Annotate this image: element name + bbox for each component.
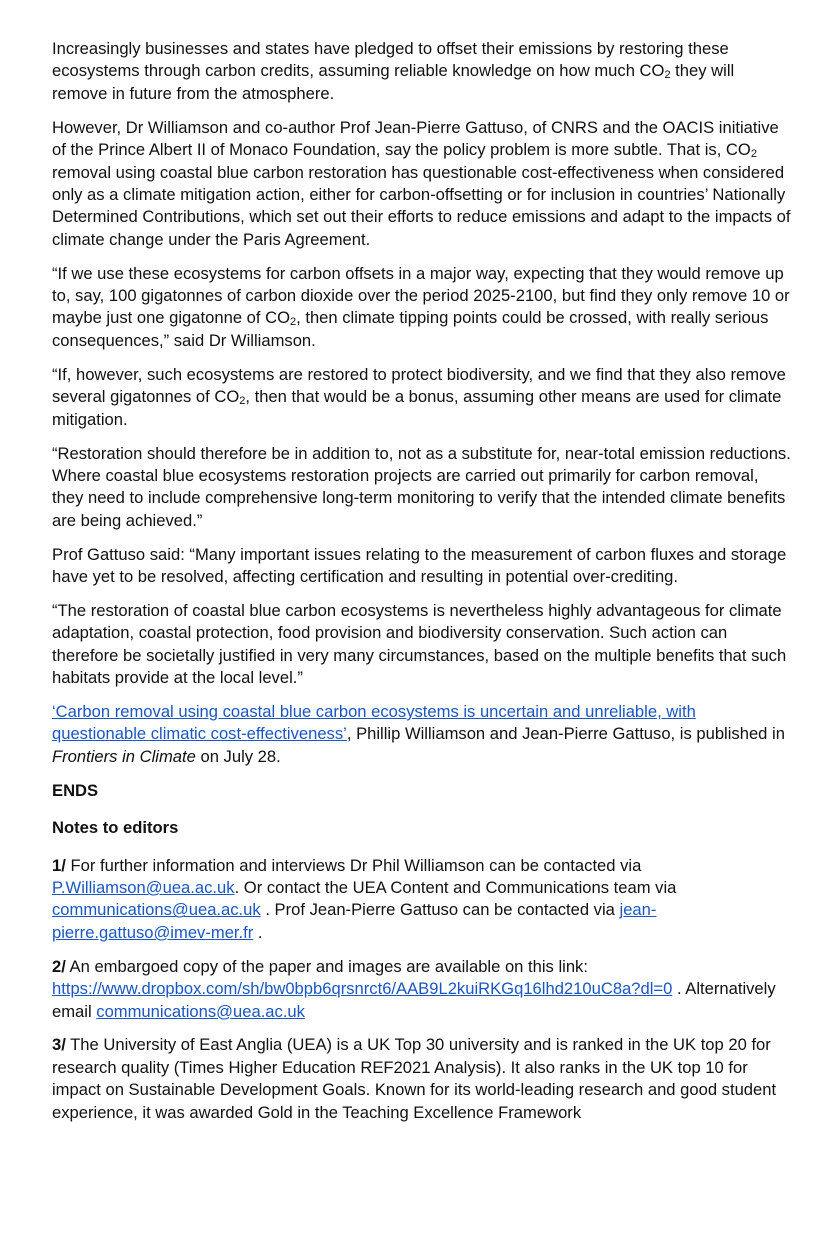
gattuso-email-link[interactable]: jean-pierre.gattuso@imev-mer.fr: [52, 900, 657, 942]
paragraph-biodiversity-quote: “If, however, such ecosystems are restored to protect biodiversity, and we find that they also remove several gigatonnes of $CO_2$, then that would be a bonus, assuming other means are used for climate mitigation.: [52, 364, 786, 429]
notes-heading: Notes to editors: [52, 818, 179, 838]
paper-title-link[interactable]: ‘Carbon removal using coastal blue carbon ecosystems is uncertain and unreliable, with questionable climatic cost-effectiveness’: [52, 702, 696, 744]
communications-email-link[interactable]: communications@uea.ac.uk: [96, 1001, 305, 1021]
note-2: 2/ An embargoed copy of the paper and images are available on this link: https://www.dropbox.com/sh/bw0bpb6qrsnrct6/AAB9L2kuiRKGq16lhd210uC8a?dl=0 . Alternatively email communications@uea.ac.uk: [52, 956, 776, 1021]
paragraph-williamson-quote: “If we use these ecosystems for carbon offsets in a major way, expecting that they would remove up to, say, 100 gigatonnes of carbon dioxide over the period 2025-2100, but find they only remove 10 or maybe just one gigatonne of $CO_2$, then climate tipping points could be crossed, with really serious consequences,” said Dr Williamson.: [52, 263, 790, 350]
paragraph-policy-problem: However, Dr Williamson and co-author Prof Jean-Pierre Gattuso, of CNRS and the OACIS initiative of the Prince Albert II of Monaco Foundation, say the policy problem is more subtle. That is, $CO_2$ removal using coastal blue carbon restoration has questionable cost-effectiveness when considered only as a climate mitigation action, either for carbon-offsetting or for inclusion in countries’ Nationally Determined Contributions, which set out their efforts to reduce emissions and adapt to the impacts of climate change under the Paris Agreement.: [52, 117, 791, 249]
note-3: 3/ The University of East Anglia (UEA) is a UK Top 30 university and is ranked in the UK top 20 for research quality (Times Higher Education REF2021 Analysis). It also ranks in the UK top 10 for impact on Sustainable Development Goals. Known for its world-leading research and good student experience, it was awarded Gold in the Teaching Excellence Framework: [52, 1035, 777, 1122]
note-number: 1/: [52, 855, 66, 875]
paragraph-gattuso-quote: Prof Gattuso said: “Many important issues relating to the measurement of carbon fluxes and storage have yet to be resolved, affecting certification and resulting in potential over-crediting.: [52, 544, 787, 587]
note-1: 1/ For further information and interviews Dr Phil Williamson can be contacted via P.Williamson@uea.ac.uk. Or contact the UEA Content and Communications team via communications@uea.ac.uk . Prof Jean-Pierre Gattuso can be contacted via jean-pierre.gattuso@imev-mer.fr .: [52, 855, 677, 942]
note-number: 2/: [52, 956, 66, 976]
journal-name: Frontiers in Climate: [52, 746, 196, 766]
ends-heading: ENDS: [52, 780, 99, 800]
dropbox-link[interactable]: https://www.dropbox.com/sh/bw0bpb6qrsnrct6/AAB9L2kuiRKGq16lhd210uC8a?dl=0: [52, 979, 673, 999]
paragraph-citation: ‘Carbon removal using coastal blue carbon ecosystems is uncertain and unreliable, with questionable climatic cost-effectiveness’, Phillip Williamson and Jean-Pierre Gattuso, is published in Frontiers in Climate on July 28.: [52, 702, 785, 766]
note-number: 3/: [52, 1035, 66, 1055]
williamson-email-link[interactable]: P.Williamson@uea.ac.uk: [52, 878, 235, 897]
communications-email-link[interactable]: communications@uea.ac.uk: [52, 900, 261, 920]
paragraph-adaptation-quote: “The restoration of coastal blue carbon ecosystems is nevertheless highly advantageous for climate adaptation, coastal protection, food provision and biodiversity conservation. Such action can therefore be societally justified in very many circumstances, based on the multiple benefits that such habitats provide at the local level.”: [52, 600, 787, 688]
paragraph-offset-pledges: Increasingly businesses and states have pledged to offset their emissions by restoring these ecosystems through carbon credits, assuming reliable knowledge on how much $CO_2$ they will remove in future from the atmosphere.: [52, 39, 735, 103]
paragraph-restoration-quote: “Restoration should therefore be in addition to, not as a substitute for, near-total emission reductions. Where coastal blue ecosystems restoration projects are carried out primarily for carbon removal, they need to include comprehensive long-term monitoring to verify that the intended climate benefits are being achieved.”: [52, 443, 791, 530]
